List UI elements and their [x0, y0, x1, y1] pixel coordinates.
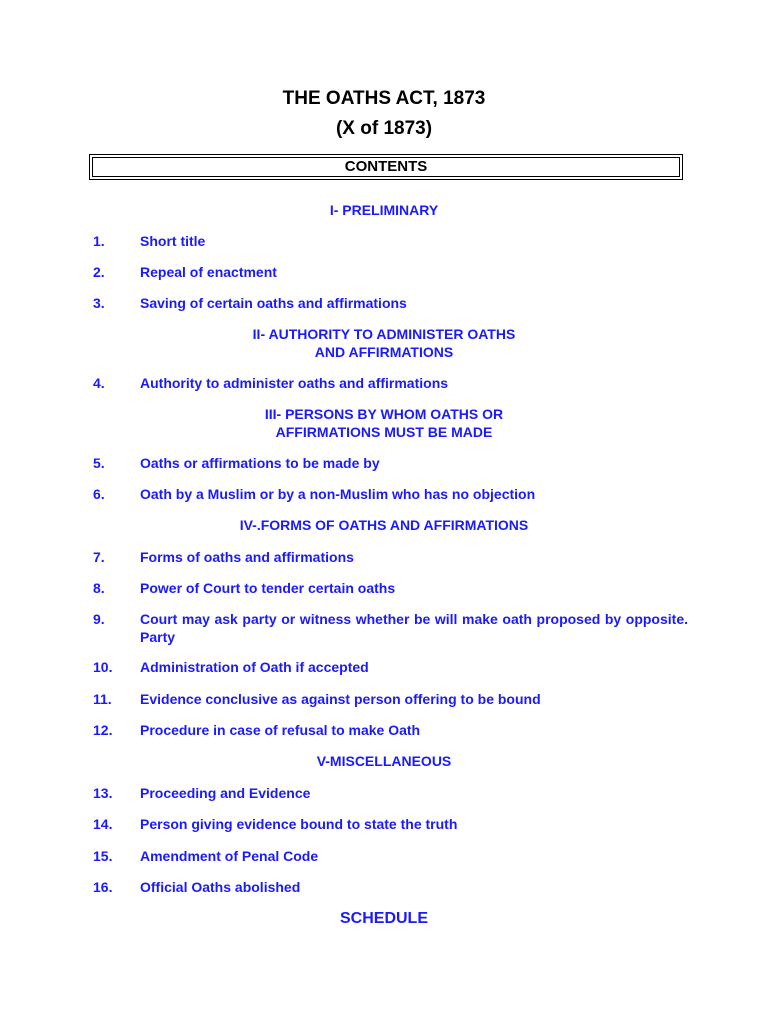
toc-item-number: 11.	[93, 691, 112, 707]
toc-item-text: Administration of Oath if accepted	[140, 659, 369, 675]
toc-item-text: Oath by a Muslim or by a non-Muslim who has no objection	[140, 486, 536, 502]
toc-item-number: 5.	[93, 455, 105, 471]
toc-item-number: 6.	[93, 486, 105, 502]
toc-item-text: Proceeding and Evidence	[140, 785, 311, 801]
toc-item-number: 1.	[93, 233, 105, 249]
toc-item-number: 4.	[93, 375, 105, 391]
toc-item-number: 9.	[93, 611, 105, 627]
section-heading: IV-.FORMS OF OATHS AND AFFIRMATIONS	[239, 517, 529, 533]
section-heading: V-MISCELLANEOUS	[316, 753, 452, 769]
section-heading: III- PERSONS BY WHOM OATHS OR AFFIRMATIONS MUST BE MADE	[264, 406, 504, 440]
toc-item-number: 2.	[93, 264, 105, 280]
toc-item-number: 8.	[93, 580, 105, 596]
toc-item-text: Court may ask party or witness whether be will make oath proposed by opposite. Party	[140, 611, 688, 645]
section-heading: II- AUTHORITY TO ADMINISTER OATHS AND AFFIRMATIONS	[252, 326, 516, 360]
section-heading: I- PRELIMINARY	[329, 202, 439, 218]
toc-item-text: Person giving evidence bound to state the truth	[140, 816, 458, 832]
toc-item-text: Authority to administer oaths and affirmations	[140, 375, 449, 391]
toc-item-text: Procedure in case of refusal to make Oath	[140, 722, 421, 738]
document-title: THE OATHS ACT, 1873	[282, 88, 486, 109]
contents-box: CONTENTS	[89, 154, 683, 180]
toc-item-number: 15.	[93, 848, 113, 864]
toc-item-number: 12.	[93, 722, 113, 738]
toc-item-text: Repeal of enactment	[140, 264, 277, 280]
toc-item-text: Oaths or affirmations to be made by	[140, 455, 380, 471]
toc-item-number: 3.	[93, 295, 105, 311]
toc-item-text: Official Oaths abolished	[140, 879, 301, 895]
document-subtitle: (X of 1873)	[335, 118, 433, 139]
toc-item-text: Evidence conclusive as against person offering to be bound	[140, 691, 541, 707]
toc-item-number: 10.	[93, 659, 113, 675]
toc-item-text: Forms of oaths and affirmations	[140, 549, 354, 565]
toc-item-number: 16.	[93, 879, 113, 895]
schedule-heading[interactable]: SCHEDULE	[339, 910, 428, 927]
toc-item-number: 7.	[93, 549, 105, 565]
toc-item-text: Power of Court to tender certain oaths	[140, 580, 396, 596]
toc-item-number: 14.	[93, 816, 113, 832]
toc-item-text: Short title	[140, 233, 206, 249]
toc-item-text: Saving of certain oaths and affirmations	[140, 295, 407, 311]
toc-item-number: 13.	[93, 785, 113, 801]
toc-item-text: Amendment of Penal Code	[140, 848, 319, 864]
